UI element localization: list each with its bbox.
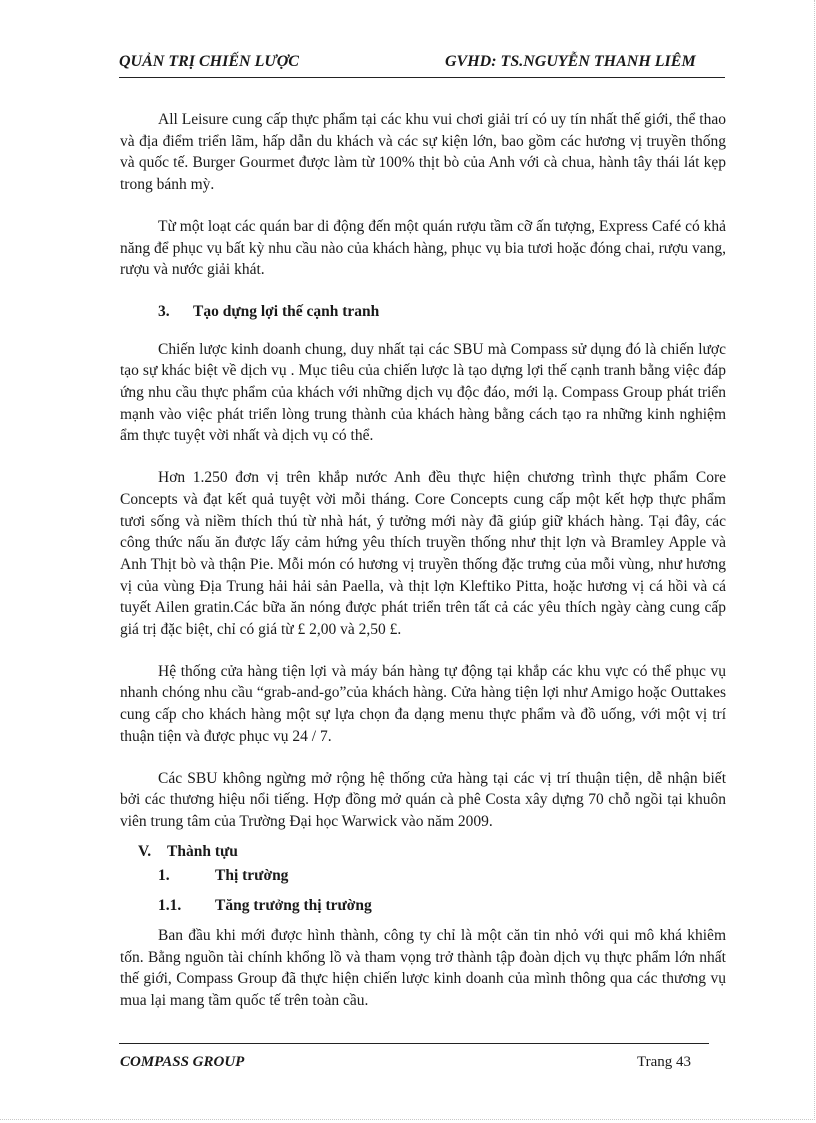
paragraph-all-leisure: All Leisure cung cấp thực phẩm tại các khu vui chơi giải trí có uy tín nhất thế giới, thể thao và địa điểm triển lãm, hấp dẫn du khách và các sự kiện lớn, bao gồm các hương vị truyền thống và quốc tế. Burger Gourmet được làm từ 100% thịt bò của Anh với cà chua, hành tây thái lát kẹp trong bánh mỳ. xyxy=(120,111,726,194)
paragraph-convenience-stores: Hệ thống cửa hàng tiện lợi và máy bán hàng tự động tại khắp các khu vực có thể phục vụ nhanh chóng nhu cầu “grab-and-go”của khách hàng. Cửa hàng tiện lợi như Amigo hoặc Outtakes cung cấp cho khách hàng một sự lựa chọn đa dạng menu thực phẩm và đồ uống, với một vị trí thuận tiện và được phục vụ 24 / 7. xyxy=(120,662,726,745)
heading-market-growth xyxy=(120,895,726,917)
heading-text: Thị trường xyxy=(215,867,289,885)
paragraph-company-origin: Ban đầu khi mới được hình thành, công ty chỉ là một căn tin nhỏ với qui mô khá khiêm tốn. Bằng nguồn tài chính khổng lồ và tham vọng trở thành tập đoàn dịch vụ thực phẩm lớn nhất thế giới, Compass Group đã thực hiện chiến lược kinh doanh của mình thông qua các thương vụ mua lại mang tầm quốc tế trên toàn cầu. xyxy=(120,926,726,1009)
paragraph-express-cafe: Từ một loạt các quán bar di động đến một quán rượu tầm cỡ ấn tượng, Express Café có khả năng để phục vụ bất kỳ nhu cầu nào của khách hàng, phục vụ bia tươi hoặc đóng chai, rượu vang, rượu và nước giải khát. xyxy=(120,217,726,279)
page-number: Trang 43 xyxy=(637,1054,692,1070)
footer-company: COMPASS GROUP xyxy=(120,1054,245,1070)
header-course-title: QUẢN TRỊ CHIẾN LƯỢC xyxy=(119,53,299,70)
heading-number: V. xyxy=(138,842,152,860)
heading-text: Tăng trưởng thị trường xyxy=(215,897,372,915)
heading-text: Tạo dựng lợi thế cạnh tranh xyxy=(193,302,380,320)
heading-number: 1. xyxy=(158,867,170,885)
paragraph-sbu-expansion: Các SBU không ngừng mở rộng hệ thống cửa hàng tại các vị trí thuận tiện, dễ nhận biết bởi các thương hiệu nổi tiếng. Hợp đồng mở quán cà phê Costa xây dựng 70 chỗ ngồi tại khuôn viên trung tâm của Trường Đại học Warwick vào năm 2009. xyxy=(120,769,726,830)
paragraph-core-concepts: Hơn 1.250 đơn vị trên khắp nước Anh đều thực hiện chương trình thực phẩm Core Concepts và đạt kết quả tuyệt vời mỗi tháng. Core Concepts cung cấp một kết hợp thực phẩm tươi sống và niềm thích thú từ nhà hát, ý tưởng mới này đã giúp giữ khách hàng. Tại đây, các công thức nấu ăn được lấy cảm hứng yêu thích truyền thống như thịt lợn và Bramley Apple và Anh Thịt bò và thận Pie. Mỗi món có hương vị truyền thống đặc trưng của mỗi vùng, như hương vị của vùng Địa Trung hải hải sản Paella, và thịt lợn Kleftiko Pitta, hoặc hương vị cá hồi và cá tuyết Ailen gratin.Các bữa ăn nóng được phát triển trên tất cả các yêu thích ngày càng cung cấp giá trị đặc biệt, chỉ có giá từ £ 2,00 và 2,50 £. xyxy=(120,469,726,639)
heading-text: Thành tựu xyxy=(167,842,238,860)
heading-achievements xyxy=(120,841,726,863)
document-body xyxy=(120,109,726,1012)
footer-divider xyxy=(119,1043,709,1044)
heading-number: 3. xyxy=(158,302,170,320)
heading-competitive-advantage xyxy=(120,301,726,323)
heading-number: 1.1. xyxy=(158,897,182,915)
paragraph-strategy: Chiến lược kinh doanh chung, duy nhất tại các SBU mà Compass sử dụng đó là chiến lược tạo sự khác biệt về dịch vụ . Mục tiêu của chiến lược là tạo dựng lợi thế cạnh tranh bằng việc đáp ứng nhu cầu thực phẩm của khách với những dịch vụ độc đáo, mới lạ. Compass Group phát triển mạnh vào việc phát triển lòng trung thành của khách hàng bằng cách tạo ra những kinh nghiệm ẩm thực tuyệt vời nhất và dịch vụ có thể. xyxy=(120,340,726,445)
heading-market xyxy=(120,865,726,887)
header-instructor: GVHD: TS.NGUYỄN THANH LIÊM xyxy=(445,53,696,70)
page-header xyxy=(119,53,725,78)
